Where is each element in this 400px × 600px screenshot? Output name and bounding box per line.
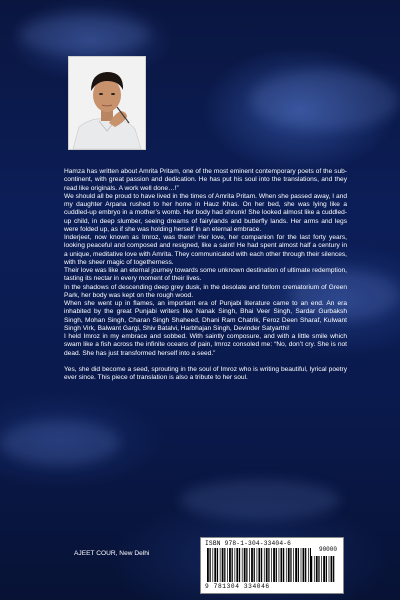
barcode-bar: [286, 548, 287, 582]
cloud-decoration: [20, 15, 150, 55]
author-photo: [68, 56, 146, 150]
barcode-bar: [261, 548, 262, 582]
barcode-bar: [301, 548, 302, 582]
barcode-bar: [214, 548, 216, 582]
barcode-bar: [212, 548, 213, 582]
barcode-bar: [318, 556, 319, 582]
barcode-bar: [229, 548, 231, 582]
barcode-bar: [207, 548, 209, 582]
paragraph: I held Imroz in my embrace and sobbed. With saintly composure, and with a little smile which swam like a fish across the infinite oceans of pain, Imroz consoled me: “No, don’t cry. She is not dead. She has just transformed herself into a seed.”: [64, 333, 347, 357]
paragraph: Inderjeet, now known as Imroz, was there! Her love, her companion for the last forty years, looking peaceful and composed and resigned, like a saint! He had spent almost half a century in a unique, meditative love with Amrita. They communicated with each other through their silences, with the sheer magic of togetherness.: [64, 234, 347, 266]
barcode-bar: [227, 548, 228, 582]
paragraph: Hamza has written about Amrita Pritam, one of the most eminent contemporary poets of the sub-continent, with great passion and dedication. He has put his soul into the translations, and they read like originals. A work well done…!”: [64, 168, 347, 192]
ean-digits: 9 781304 334046: [205, 583, 270, 590]
barcode-bar: [326, 556, 327, 582]
barcode-bar: [281, 548, 283, 582]
barcode-bar: [333, 556, 334, 582]
signature: AJEET COUR, New Delhi: [74, 550, 150, 557]
addon-barcode-icon: [311, 556, 337, 582]
barcode-bar: [220, 548, 221, 582]
barcode-bar: [222, 548, 224, 582]
barcode-bar: [210, 548, 211, 582]
addon-digits: 90000: [318, 546, 337, 553]
paragraph: Yes, she did become a seed, sprouting in the soul of Imroz who is writing beautiful, lyrical poetry ever since. This piece of translation is also a tribute to her soul.: [64, 365, 347, 381]
isbn-barcode-icon: [207, 548, 311, 582]
barcode-bar: [268, 548, 269, 582]
barcode-bar: [305, 548, 306, 582]
barcode-bar: [257, 548, 258, 582]
barcode-bar: [276, 548, 277, 582]
barcode-bar: [316, 556, 318, 582]
barcode-bar: [266, 548, 268, 582]
barcode-bar: [290, 548, 291, 582]
paragraph: When she went up in flames, an important era of Punjabi literature came to an end. An era inhabited by the great Punjabi writers like Nanak Singh, Bhai Veer Singh, Sardar Gurbaksh Singh, Mohan Singh, Charan Singh Shaheed, Dhani Ram Chatrik, Feroz Deen Sharaf, Kulwant Singh Virk, Balwant Gargi, Shiv Batalvi, Harbhajan Singh, Devinder Satyarthi!: [64, 300, 347, 332]
barcode-bar: [311, 556, 312, 582]
cloud-decoration: [0, 420, 120, 465]
barcode-bar: [283, 548, 284, 582]
barcode-bar: [279, 548, 280, 582]
barcode-bar: [293, 548, 294, 582]
back-cover-text: [64, 168, 347, 382]
isbn-label: ISBN 978-1-304-33404-6: [205, 540, 292, 547]
paragraph: Their love was like an eternal journey towards some unknown destination of ultimate redemption, tasting its nectar in every moment of their lives.: [64, 267, 347, 283]
barcode-bar: [235, 548, 236, 582]
barcode-bar: [314, 556, 315, 582]
barcode-bar: [232, 548, 233, 582]
barcode-bar: [242, 548, 243, 582]
paragraph: In the shadows of descending deep grey dusk, in the desolate and forlorn crematorium of Green Park, her body was kept on the rough wood.: [64, 283, 347, 299]
barcode-bar: [264, 548, 265, 582]
barcode-bar: [271, 548, 272, 582]
barcode-bar: [295, 548, 297, 582]
barcode-bar: [331, 556, 333, 582]
author-portrait-photo-icon: [69, 57, 145, 149]
barcode-bar: [303, 548, 305, 582]
barcode-bar: [251, 548, 253, 582]
barcode-bar: [244, 548, 246, 582]
barcode-bar: [217, 548, 218, 582]
barcode-bar: [323, 556, 325, 582]
barcode-bar: [236, 548, 238, 582]
barcode-bar: [224, 548, 225, 582]
barcode-bar: [273, 548, 275, 582]
barcode-bar: [249, 548, 250, 582]
barcode-bar: [258, 548, 260, 582]
barcode-bar: [321, 556, 322, 582]
barcode-box: [200, 537, 344, 594]
barcode-bar: [254, 548, 255, 582]
cloud-decoration: [180, 480, 340, 520]
cloud-decoration: [250, 70, 400, 130]
barcode-bar: [329, 556, 330, 582]
barcode-bar: [298, 548, 299, 582]
paragraph: We should all be proud to have lived in the times of Amrita Pritam. When she passed away, I and my daughter Arpana rushed to her home in Hauz Khas. On her bed, she was lying like a cuddled-up embryo in a mother’s womb. Her body had shrunk! She looked almost like a cuddled-up child, in deep slumber, seeing dreams of fairylands and butterfly lands. Her arms and legs were folded up, as if she was holding herself in an eternal embrace.: [64, 192, 347, 233]
barcode-bar: [246, 548, 247, 582]
barcode-bar: [239, 548, 240, 582]
barcode-bar: [288, 548, 290, 582]
barcode-bar: [308, 548, 309, 582]
